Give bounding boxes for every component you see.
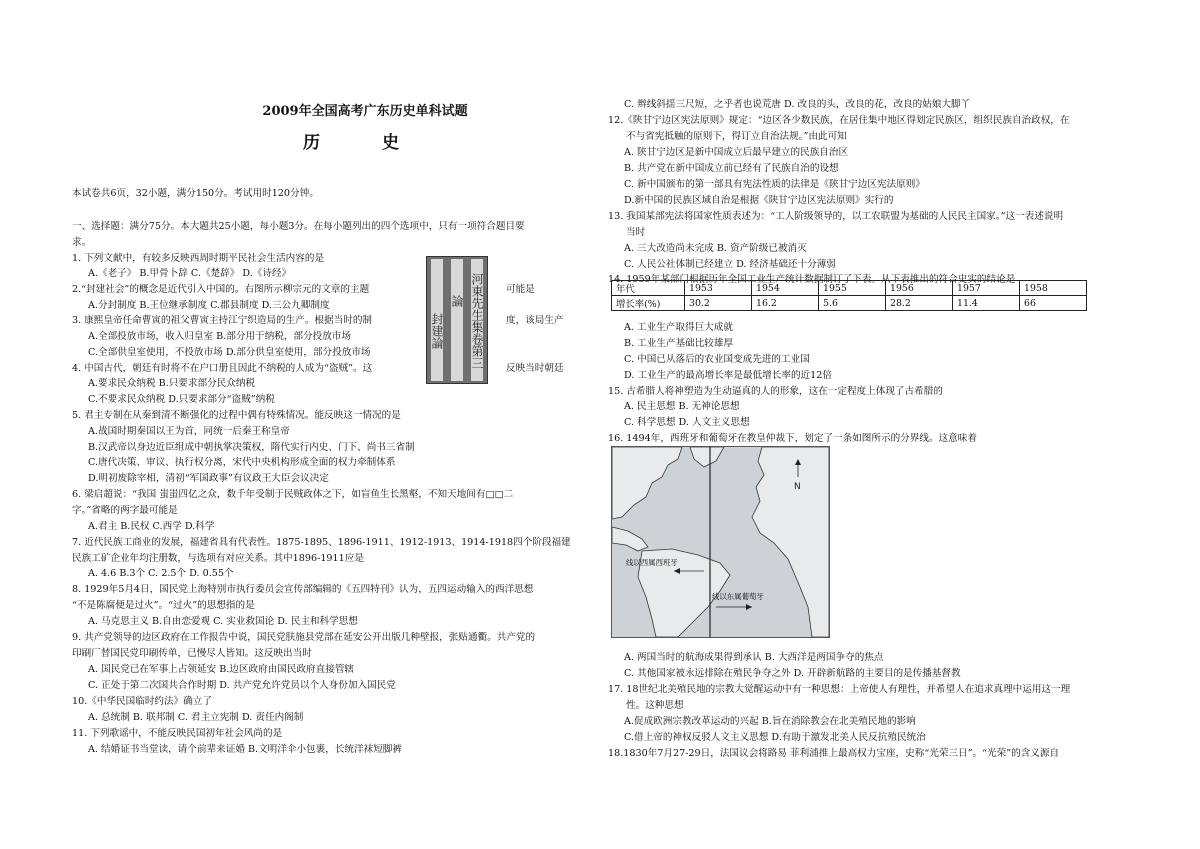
map-label-east: 线以东属葡萄牙 [712,592,764,601]
text-line: C. 中国已从落后的农业国变成先进的工业国 [624,354,810,365]
text-line: A. 工业生产取得巨大成就 [624,322,733,333]
text-line: 13. 我国某部宪法将国家性质表述为：“工人阶级领导的，以工农联盟为基础的人民民主国家。”这一表述说明 [608,211,1064,222]
text-line: A. 陕甘宁边区是新中国成立后最早建立的民族自治区 [624,147,849,158]
text-line: 4. 中国古代，朝廷有时将不在户口册且因此不纳税的人成为“盗贼”。这 [72,363,373,374]
map-drawing [612,447,829,637]
text-line: A. 民主思想 B. 无神论思想 [624,401,740,412]
table-cell: 16.2 [752,296,819,311]
text-line: D.明初废除宰相，清初“军国政事”有议政王大臣会议决定 [88,473,329,484]
text-line: 10.《中华民国临时约法》确立了 [72,696,212,707]
text-line: C. 辫线斜揺三尺短，之乎者也说荒唐 D. 改良的头，改良的花，改良的姑娘大脚丫 [624,99,971,110]
text-line: 5. 君主专制在从秦到清不断强化的过程中偶有特殊情况。能反映这一情况的是 [72,410,401,421]
text-line: 18.1830年7月27-29日，法国议会将路易 菲利浦推上最高权力宝座，史称“光荣三日”。“光荣”的含义源自 [608,748,1060,759]
text-line: 15. 古希腊人将神塑造为生动逼真的人的形象，这在一定程度上体现了古希腊的 [608,386,943,397]
text-line: B. 工业生产基础比较雄厚 [624,338,734,349]
liu-zongyuan-essay-image [426,256,488,384]
text-line: A.全部投放市场，收入归皇室 B.部分用于纳税，部分投放市场 [88,331,351,342]
exam-subject: 历 史 [303,133,427,153]
table-header-cell: 1957 [953,281,1020,296]
table-header-cell: 1955 [819,281,886,296]
text-line: A. 三大改造尚未完成 B. 资产阶级已被消灭 [624,243,807,254]
text-line: 11. 下列歌谣中，不能反映民国初年社会风尚的是 [72,728,283,739]
text-line: A. 国民党已在军事上占领延安 B.边区政府由国民政府直接管辖 [88,664,355,675]
table-cell: 增长率(%) [612,296,685,311]
text-line: C. 人民公社体制已经建立 D. 经济基础还十分薄弱 [624,259,836,270]
text-line: A.君主 B.民权 C.西学 D.科学 [88,521,215,532]
text-line: A. 两国当时的航海成果得到承认 B. 大西洋是两国争夺的焦点 [624,652,884,663]
table-header-cell: 1954 [752,281,819,296]
text-line: C.全部供皇室使用，不投放市场 D.部分供皇室使用，部分投放市场 [88,347,371,358]
table-header-cell: 1956 [886,281,953,296]
text-line: D.新中国的民族区域自治是根据《陕甘宁边区宪法原则》实行的 [624,195,894,206]
text-line: A. 4.6 B.3个 C. 2.5个 D. 0.55个 [88,568,234,579]
text-line: 12.《陕甘宁边区宪法原则》规定：“边区各少数民族，在居住集中地区得划定民族区，组织民族自治政权，在 [608,115,1070,126]
text-line: B. 共产党在新中国成立前已经有了民族自治的设想 [624,163,839,174]
text-line: A.分封制度 B.王位继承制度 C.郡县制度 D.三公九卿制度 [88,300,330,311]
text-line: A.《老子》 B.甲骨卜辞 C.《楚辞》 D.《诗经》 [88,268,292,279]
text-line: 7. 近代民族工商业的发展，福建省具有代表性。1875-1895、1896-1911、1912-1913、1914-1918四个阶段福建 [72,537,571,548]
scroll-col-1: 河東先生集卷第三 [470,273,484,369]
scroll-col-3: 封建論 [430,313,444,349]
text-line-tail: 反映当时朝廷 [506,363,564,374]
text-line: C.借上帝的神权反驳人文主义思想 D.有助于激发北美人民反抗殖民统治 [624,732,926,743]
text-line: A.促成欧洲宗教改革运动的兴起 B.旨在消除教会在北美殖民地的影响 [624,716,916,727]
text-line: A. 马克思主义 B.自由恋爱观 C. 实业救国论 D. 民主和科学思想 [88,616,358,627]
map-compass-label: N [794,482,801,492]
text-line: 一、选择题：满分75分。本大题共25小题，每小题3分。在每小题列出的四个选项中，只有一项符合题目要 [72,221,525,232]
table-header-cell: 年代 [612,281,685,296]
text-line: A.要求民众纳税 B.只要求部分民众纳税 [88,378,256,389]
text-line: A. 结婚证书当堂读，请个前辈来证婚 B.文明洋伞小包裹，长统洋袜短脚裤 [88,744,402,755]
text-line: 17. 18世纪北美殖民地的宗教大觉醒运动中有一种思想：上帝使人有理性，并希望人在追求真理中运用这一理 [608,684,1071,695]
text-line: A. 总统制 B. 联邦制 C. 君主立宪制 D. 责任内阁制 [88,712,304,723]
text-line: C. 正处于第二次国共合作时期 D. 共产党允许党员以个人身份加入国民党 [88,680,396,691]
text-line: A.战国时期秦国以王为首，同统一后秦王称皇帝 [88,426,290,437]
text-line: “不是陈腐便是过火”。“过火”的思想指的是 [72,600,255,611]
exam-title: 2009年全国高考广东历史单科试题 [262,104,468,119]
table-cell: 66 [1020,296,1087,311]
text-line: B.汉武帝以身边近臣组成中朝执掌决策权，隋代实行内史、门下、尚书三省制 [88,442,415,453]
text-line: 印刷厂替国民党印刷传单，已慢尽人皆知。这反映出当时 [72,648,312,659]
table-cell: 11.4 [953,296,1020,311]
text-line: 求。 [72,237,92,248]
text-line: C. 科学思想 D. 人文主义思想 [624,417,750,428]
text-line: 性。这种思想 [626,700,684,711]
map-label-west: 线以西属西班牙 [626,558,678,567]
table-cell: 5.6 [819,296,886,311]
text-line: 8. 1929年5月4日，国民党上海特别市执行委员会宣传部编辑的《五四特刊》认为，五四运动输入的西洋思想 [72,584,534,595]
industry-growth-table [611,280,1087,311]
table-cell: 28.2 [886,296,953,311]
text-line: 当时 [626,227,646,238]
table-cell: 30.2 [685,296,752,311]
text-line: C. 其他国家被永远排除在殖民争夺之外 D. 开辟新航路的主要目的是传播基督教 [624,668,961,679]
text-line: 1. 下列文献中，有较多反映西周时期平民社会生活内容的是 [72,253,325,264]
text-line: 2.“封建社会”的概念是近代引入中国的。右图所示柳宗元的文章的主题 [72,284,370,295]
text-line: C. 新中国颁布的第一部具有宪法性质的法律是《陕甘宁边区宪法原则》 [624,179,925,190]
exam-intro: 本试卷共6页，32小题，满分150分。考试用时120分钟。 [72,188,319,199]
table-header-cell: 1953 [685,281,752,296]
text-line: 字。”省略的两字最可能是 [72,505,178,516]
text-line: 民族工矿企业年均注册数，与选项有对应关系。其中1896-1911应是 [72,553,364,564]
text-line: 6. 梁启超说：“我国 蚩蚩四亿之众，数千年受制于民贼政体之下，如盲鱼生长黑壑，不知天地间有□□二 [72,489,514,500]
text-line: 9. 共产党领导的边区政府在工作报告中说，国民党肤施县党部在延安公开出版几种壁报，张贴通衢。共产党的 [72,632,536,643]
table-data-row [612,296,1087,311]
text-line: 16. 1494年，西班牙和葡萄牙在教皇仲裁下，划定了一条如图所示的分界线。这意味着 [608,433,977,444]
table-header-row [612,281,1087,296]
text-line: C.不要求民众纳税 D.只要求部分“盗贼”纳税 [88,394,275,405]
text-line-tail: 度，该局生产 [506,315,564,326]
text-line-tail: 可能是 [506,284,535,295]
demarcation-line-map [611,446,830,638]
table-header-cell: 1958 [1020,281,1087,296]
text-line: 14. 1959年某部门根据历年全国工业生产统计数据制订了下表。从下表推出的符合史实的结论是 [608,274,1016,285]
text-line: 3. 康熙皇帝任命曹寅的祖父曹寅主持江宁织造局的生产。根据当时的制 [72,315,373,326]
scroll-col-2: 論 [450,295,464,307]
text-line: C.唐代决策、审议、执行权分离，宋代中央机构形成全面的权力牵制体系 [88,457,396,468]
text-line: 不与省宪抵触的原则下，得订立自治法规。”由此可知 [626,131,847,142]
text-line: D. 工业生产的最高增长率是最低增长率的近12倍 [624,370,832,381]
